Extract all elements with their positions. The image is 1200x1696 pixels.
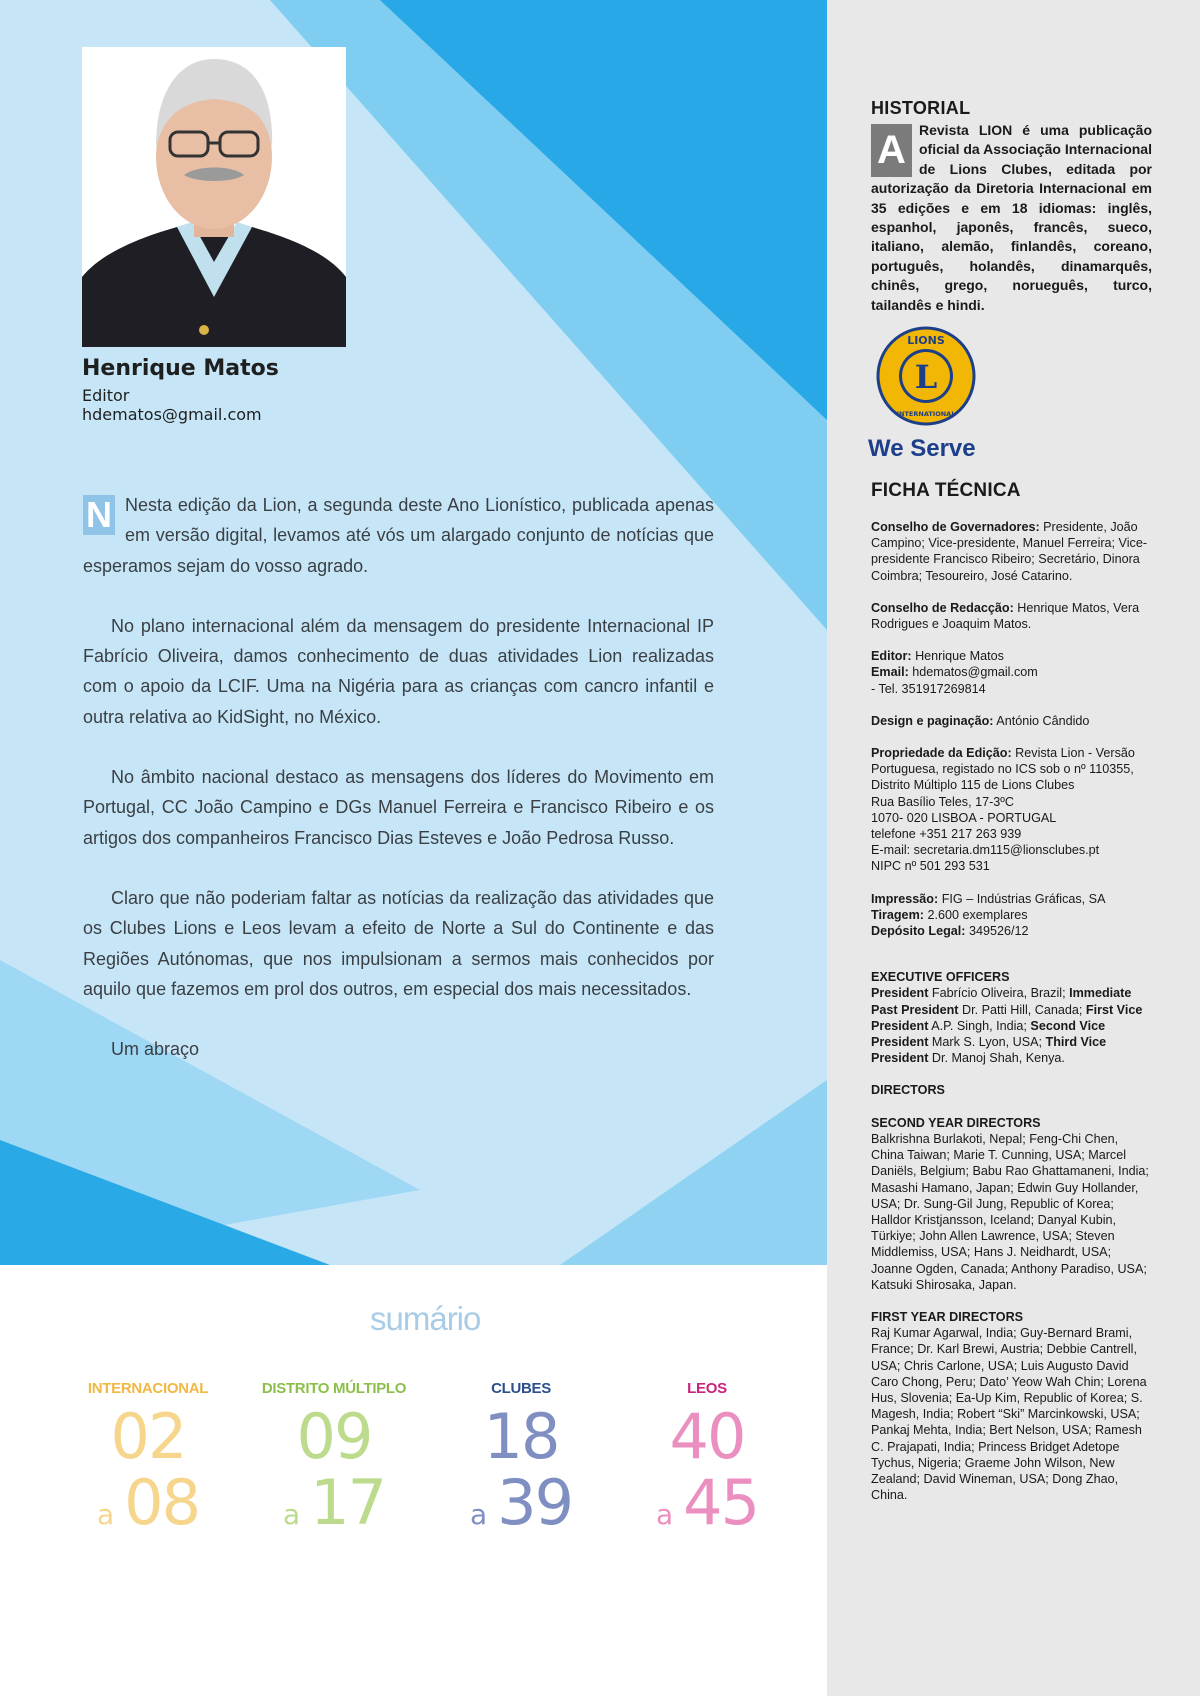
sumario-a: a (282, 1498, 301, 1531)
ficha-label: Editor: (871, 649, 912, 664)
ficha-label: Conselho de Governadores: (871, 520, 1040, 534)
ficha-value: Presidente, João Campino; Vice-presidente, Manuel Ferreira; Vice-presidente Francisco Ribeiro; Secretário, Dinora Coimbra; Tesoureiro, José Catarino. (871, 520, 1148, 583)
ficha-value: telefone +351 217 263 939 (871, 827, 1022, 842)
svg-text:LIONS: LIONS (907, 334, 945, 347)
sumario-from: 09 (296, 1400, 372, 1473)
second-year-directors (871, 1115, 1152, 1293)
svg-text:INTERNATIONAL: INTERNATIONAL (896, 410, 956, 418)
officer-value: Mark S. Lyon, USA; (931, 1035, 1043, 1050)
ficha-value: Henrique Matos (915, 649, 1004, 664)
svg-text:We Serve: We Serve (868, 435, 976, 462)
ficha-value: 1070- 020 LISBOA - PORTUGAL (871, 810, 1057, 825)
svg-text:L: L (914, 358, 938, 396)
ficha-conselho-governadores (871, 519, 1152, 584)
sumario-label: LEOS (687, 1380, 727, 1397)
ficha-propriedade (871, 745, 1152, 875)
sumario-label: DISTRITO MÚLTIPLO (261, 1380, 407, 1397)
sumario-to: 39 (497, 1466, 573, 1539)
ficha-conselho-redaccao (871, 600, 1152, 632)
editorial-paragraph-2: No plano internacional além da mensagem do presidente Internacional IP Fabrício Oliveira, damos conhecimento de duas atividades Lion realizadas com o apoio da LCIF. Uma na Nigéria para as crianças com cancro infantil e outra relativa ao KidSight, no México. (83, 615, 714, 727)
historial-dropcap: A (871, 124, 912, 177)
ficha-tecnica (871, 519, 1152, 1519)
editorial-closing: Um abraço (111, 1039, 200, 1060)
sumario-from: 40 (669, 1400, 745, 1473)
editor-role: Editor (82, 386, 130, 405)
ficha-value: Rua Basílio Teles, 17-3ºC (871, 794, 1014, 809)
ficha-value: Henrique Matos, Vera Rodrigues e Joaquim Matos. (871, 600, 1140, 632)
officer-label: President (871, 986, 929, 1001)
historial-body (871, 121, 1152, 315)
editor-photo (82, 47, 346, 347)
second-year-directors-title: SECOND YEAR DIRECTORS (871, 1115, 1041, 1130)
editor-name: Henrique Matos (82, 356, 279, 381)
ficha-value: Revista Lion - Versão Portuguesa, registado no ICS sob o nº 110355, (871, 746, 1135, 777)
ficha-value: António Cândido (996, 713, 1090, 728)
ficha-label: Depósito Legal: (871, 924, 966, 939)
editorial-paragraph-3: No âmbito nacional destaco as mensagens dos líderes do Movimento em Portugal, CC João Campino e DGs Manuel Ferreira e Francisco Ribeiro e os artigos dos companheiros Francisco Dias Esteves e João Pedrosa Russo. (83, 767, 714, 848)
sumario-to-row (58, 1466, 238, 1548)
sumario-label: INTERNACIONAL (87, 1380, 209, 1397)
ficha-label: Tiragem: (871, 907, 924, 922)
editorial-paragraph-4: Claro que não poderiam faltar as notícias da realização das atividades que os Clubes Lions e Leos levam a efeito de Norte a Sul do Continente e das Regiões Autónomas, que nos impulsionam a sermos mais conhecidos por aquilo que fazemos em prol dos outros, em especial dos mais necessitados. (83, 887, 714, 999)
officer-value: Fabrício Oliveira, Brazil; (931, 986, 1066, 1001)
ficha-value: 2.600 exemplares (927, 907, 1028, 922)
ficha-value: Distrito Múltiplo 115 de Lions Clubes (871, 778, 1075, 793)
lions-logo (868, 324, 988, 464)
directors-heading: DIRECTORS (871, 1083, 945, 1098)
officer-label: Second Vice President (871, 1018, 1106, 1050)
sumario-to: 45 (683, 1466, 759, 1539)
ficha-value: FIG – Indústrias Gráficas, SA (941, 891, 1106, 906)
directors-title (871, 1082, 1152, 1098)
sumario-to-row (617, 1466, 797, 1548)
executive-officers (871, 969, 1152, 1066)
sumario-label: CLUBES (491, 1380, 551, 1397)
sumario-to: 17 (310, 1466, 386, 1539)
sumario-title: sumário (370, 1300, 481, 1337)
historial-title: HISTORIAL (871, 98, 971, 118)
sumario-distrito-multiplo[interactable] (244, 1380, 424, 1548)
historial-text: Revista LION é uma publicação oficial da Associação Internacional de Lions Clubes, editada por autorização da Diretoria Internacional em 35 edições e em 18 idiomas: inglês, espanhol, japonês, francês, sueco, italiano, alemão, finlandês, coreano, português, holandês, dinamarquês, chinês, grego, norueguês, turco, tailandês e hindi. (871, 122, 1152, 313)
sumario-a: a (96, 1498, 115, 1531)
ficha-value: NIPC nº 501 293 531 (871, 859, 990, 874)
sumario-leos[interactable] (617, 1380, 797, 1548)
officer-value: Dr. Manoj Shah, Kenya. (931, 1051, 1065, 1066)
ficha-impressao (871, 891, 1152, 940)
editorial-dropcap: N (83, 495, 115, 535)
sumario-internacional[interactable] (58, 1380, 238, 1548)
executive-officers-title: EXECUTIVE OFFICERS (871, 970, 1010, 985)
second-year-directors-list: Balkrishna Burlakoti, Nepal; Feng-Chi Chen, China Taiwan; Marie T. Cunning, USA; Marcel Daniëls, Belgium; Babu Rao Ghattamaneni, India; Masashi Hamano, Japan; Edwin Guy Hollander, USA; Dr. Sung-Gil Jung, Republic of Korea; Halldor Kristjansson, Iceland; Danyal Kubin, Türkiye; John Allen Lawrence, USA; Steven Middlemiss, USA; Hans J. Neidhardt, USA; Joanne Ogden, Canada; Anthony Paradiso, USA; Katsuki Shirosaka, Japan. (871, 1131, 1149, 1292)
ficha-label: Conselho de Redacção: (871, 600, 1014, 615)
first-year-directors-title: FIRST YEAR DIRECTORS (871, 1309, 1024, 1324)
ficha-tel: - Tel. 351917269814 (871, 681, 986, 696)
editorial-paragraph-1-text: Nesta edição da Lion, a segunda deste Ano Lionístico, publicada apenas em versão digital, levamos até vós um alargado conjunto de notícias que esperamos sejam do vosso agrado. (83, 495, 714, 576)
officer-label: Third Vice President (871, 1035, 1107, 1066)
sumario-a: a (469, 1498, 488, 1531)
officer-value: Dr. Patti Hill, Canada; (962, 1002, 1083, 1017)
editor-email: hdematos@gmail.com (82, 405, 262, 424)
ficha-tecnica-title: FICHA TÉCNICA (871, 480, 1021, 501)
first-year-directors (871, 1309, 1152, 1503)
ficha-label: Email: (871, 665, 909, 680)
ficha-value[interactable]: E-mail: secretaria.dm115@lionsclubes.pt (871, 843, 1100, 858)
editorial-paragraph-1 (83, 490, 714, 581)
sumario-a: a (655, 1498, 674, 1531)
sumario-to: 08 (124, 1466, 200, 1539)
ficha-email[interactable]: hdematos@gmail.com (912, 665, 1038, 680)
sumario-to-row (244, 1466, 424, 1548)
sumario-clubes[interactable] (431, 1380, 611, 1548)
sumario-from: 18 (483, 1400, 559, 1473)
sumario-from: 02 (110, 1400, 186, 1473)
officer-label: First Vice President (871, 1002, 1143, 1033)
ficha-label: Design e paginação: (871, 713, 994, 728)
ficha-label: Impressão: (871, 891, 939, 906)
editorial-text (83, 490, 714, 1094)
first-year-directors-list: Raj Kumar Agarwal, India; Guy-Bernard Brami, France; Dr. Karl Brewi, Austria; Debbie Cantrell, USA; Chris Carlone, USA; Luis Augusto David Caro Chong, Peru; Dato’ Yeow Wah Chin; Lorena Hus, Slovenia; Ea-Up Kim, Republic of Korea; S. Magesh, India; Robert “Ski” Marcinkowski, USA; Pankaj Mehta, India; Bert Nelson, USA; Ramesh C. Prajapati, India; Princess Bridget Adetope Tychus, Nigeria; Graeme John Wilson, New Zealand; David Wineman, USA; Dong Zhao, China. (871, 1326, 1147, 1503)
sumario-to-row (431, 1466, 611, 1548)
ficha-label: Propriedade da Edição: (871, 746, 1012, 761)
officer-label: Immediate Past President (871, 986, 1132, 1017)
ficha-editor (871, 648, 1152, 697)
ficha-value: 349526/12 (968, 924, 1029, 939)
officer-value: A.P. Singh, India; (931, 1018, 1027, 1033)
ficha-design (871, 713, 1152, 729)
